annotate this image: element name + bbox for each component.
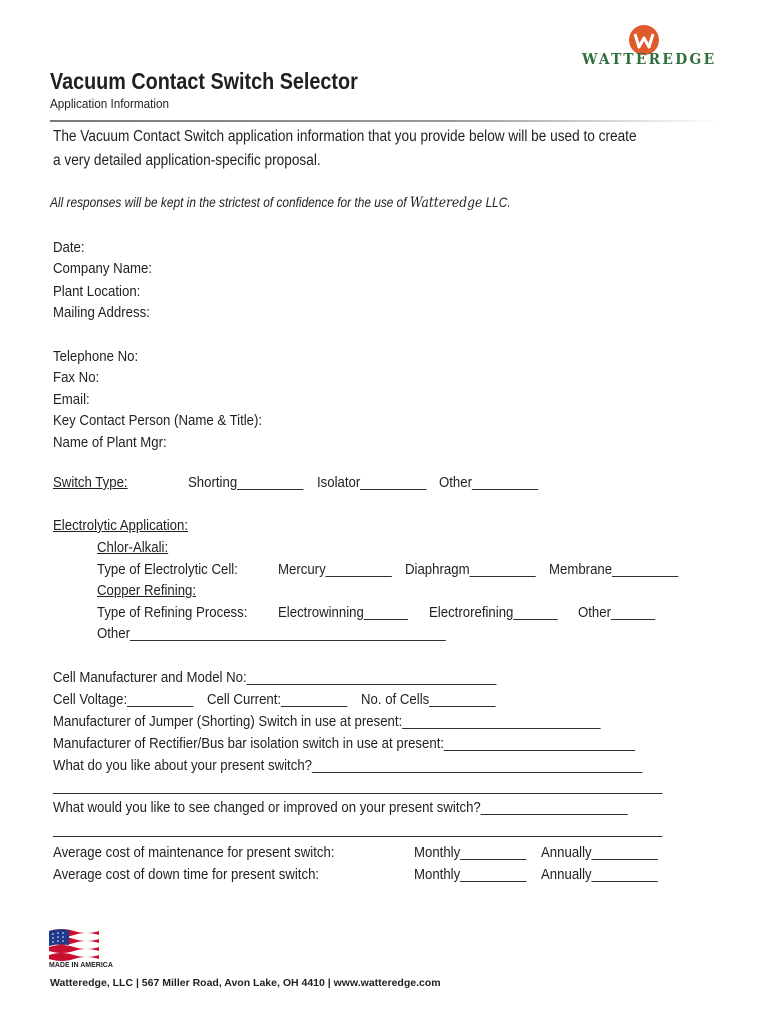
- cell-type-diaphragm: Diaphragm_________: [405, 561, 536, 578]
- intro-line-1: The Vacuum Contact Switch application information that you provide below will be used to create: [53, 128, 637, 145]
- cell-type-mercury: Mercury_________: [278, 561, 392, 578]
- downtime-monthly: Monthly_________: [414, 866, 527, 883]
- improve-question: What would you like to see changed or improved on your present switch?____________________: [53, 799, 628, 816]
- improve-answer-line: ___________________________________________________________________________________: [53, 821, 663, 838]
- rectifier-manufacturer-field: Manufacturer of Rectifier/Bus bar isolation switch in use at present:__________________________: [53, 735, 635, 752]
- electrolytic-heading: Electrolytic Application:: [53, 517, 188, 534]
- field-email: Email:: [53, 391, 90, 408]
- field-key-contact: Key Contact Person (Name & Title):: [53, 412, 263, 429]
- watteredge-logo-text: WATTEREDGE: [582, 50, 717, 68]
- confidentiality-note: [50, 195, 511, 211]
- cell-voltage-field: Cell Voltage:_________: [53, 691, 194, 708]
- field-company-name: Company Name:: [53, 260, 153, 277]
- process-electrowinning: Electrowinning______: [278, 604, 408, 621]
- electrolytic-other: Other___________________________________________: [97, 625, 446, 642]
- switch-type-other: Other_________: [439, 474, 539, 491]
- cell-type-membrane: Membrane_________: [549, 561, 679, 578]
- refining-process-label: Type of Refining Process:: [97, 604, 248, 621]
- process-electrorefining: Electrorefining______: [429, 604, 558, 621]
- field-mailing-address: Mailing Address:: [53, 304, 150, 321]
- header-divider: [50, 120, 720, 122]
- note-text: All responses will be kept in the strictest of confidence for the use of: [50, 195, 410, 210]
- intro-line-2: a very detailed application-specific proposal.: [53, 152, 321, 169]
- page-subtitle: Application Information: [50, 96, 170, 111]
- like-question: What do you like about your present switch?_____________________________________________: [53, 757, 643, 774]
- page-title: Vacuum Contact Switch Selector: [50, 68, 358, 94]
- downtime-annually: Annually_________: [541, 866, 658, 883]
- cell-type-label: Type of Electrolytic Cell:: [97, 561, 238, 578]
- field-plant-manager: Name of Plant Mgr:: [53, 434, 167, 451]
- chlor-alkali-heading: Chlor-Alkali:: [97, 539, 169, 556]
- cell-current-field: Cell Current:_________: [207, 691, 348, 708]
- made-in-america-label: MADE IN AMERICA: [49, 962, 113, 969]
- copper-refining-heading: Copper Refining:: [97, 582, 197, 599]
- maintenance-cost-label: Average cost of maintenance for present switch:: [53, 844, 335, 861]
- note-brand: Watteredge: [409, 195, 483, 211]
- field-telephone: Telephone No:: [53, 348, 139, 365]
- maintenance-annually: Annually_________: [541, 844, 658, 861]
- field-date: Date:: [53, 239, 85, 256]
- downtime-cost-label: Average cost of down time for present switch:: [53, 866, 320, 883]
- footer: Watteredge, LLC | 567 Miller Road, Avon Lake, OH 4410 | www.watteredge.com: [50, 977, 441, 989]
- note-suffix: LLC.: [482, 195, 511, 210]
- intro-text: [53, 125, 637, 173]
- switch-type-shorting: Shorting_________: [188, 474, 304, 491]
- field-plant-location: Plant Location:: [53, 283, 141, 300]
- maintenance-monthly: Monthly_________: [414, 844, 527, 861]
- switch-type-isolator: Isolator_________: [317, 474, 427, 491]
- cell-count-field: No. of Cells_________: [361, 691, 496, 708]
- cell-manufacturer-field: Cell Manufacturer and Model No:__________________________________: [53, 669, 497, 686]
- switch-type-label: Switch Type:: [53, 474, 128, 491]
- us-flag-icon: [49, 927, 99, 961]
- process-other: Other______: [578, 604, 656, 621]
- jumper-manufacturer-field: Manufacturer of Jumper (Shorting) Switch in use at present:___________________________: [53, 713, 601, 730]
- like-answer-line: ___________________________________________________________________________________: [53, 778, 663, 795]
- field-fax: Fax No:: [53, 369, 100, 386]
